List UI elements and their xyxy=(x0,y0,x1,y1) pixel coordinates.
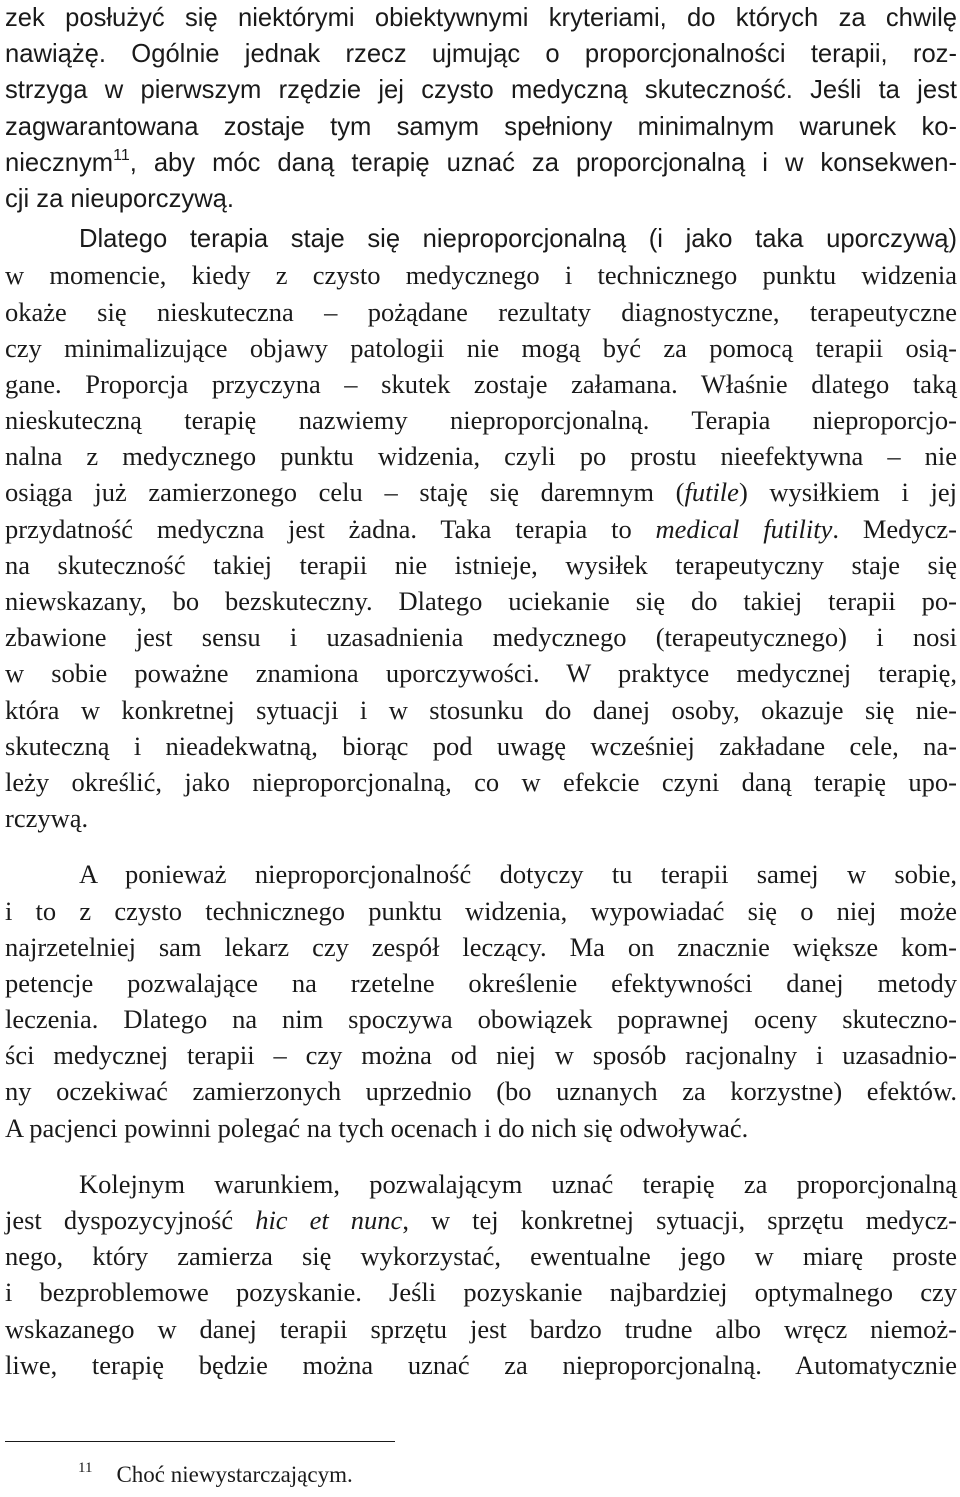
text-line: ny oczekiwać zamierzonych uprzednio (bo uznanych za korzystne) efektów. xyxy=(5,1076,957,1107)
footnote-divider xyxy=(5,1441,395,1442)
text-line: zbawione jest sensu i uzasadnienia medycznego (terapeutycznego) i nosi xyxy=(5,622,957,653)
footnote-text: Choć niewystarczającym. xyxy=(116,1462,353,1487)
footnote-number: 11 xyxy=(78,1460,93,1476)
text-line: i to z czysto technicznego punktu widzenia, wypowiadać się o niej może xyxy=(5,895,957,926)
text-fragment: , aby móc daną terapię uznać za proporcjonalną i w konsekwen- xyxy=(129,148,957,177)
text-line: wskazanego w danej terapii sprzętu jest bardzo trudne albo wręcz niemoż- xyxy=(5,1313,957,1344)
text-line: leży określić, jako nieproporcjonalną, co w efekcie czyni daną terapię upo- xyxy=(5,766,957,797)
italic-term: hic et nunc xyxy=(255,1205,403,1235)
text-line: ści medycznej terapii – czy można od niej w sposób racjonalny i uzasadnio- xyxy=(5,1040,957,1071)
text-line: nieskuteczną terapię nazwiemy nieproporcjonalną. Terapia nieproporcjo- xyxy=(5,405,957,436)
text-line: w sobie poważne znamiona uporczywości. W praktyce medycznej terapię, xyxy=(5,658,957,689)
text-fragment: ) wysiłkiem i jej xyxy=(738,477,957,508)
text-line xyxy=(5,474,957,510)
italic-term: futile xyxy=(684,477,739,508)
text-line: zek posłużyć się niektórymi obiektywnymi kryteriami, do których za chwilę xyxy=(5,4,957,32)
text-fragment: . Medycz- xyxy=(832,513,957,544)
text-line: zagwarantowana zostaje tym samym spełniony minimalnym warunek ko- xyxy=(5,112,957,141)
paragraph-2 xyxy=(5,221,957,257)
text-fragment: osiąga już zamierzonego celu – staję się daremnym ( xyxy=(5,477,685,508)
text-fragment: jest dyspozycyjność xyxy=(5,1205,256,1235)
paragraph-4 xyxy=(5,1166,957,1383)
text-line: strzyga w pierwszym rzędzie jej czysto medyczną skuteczność. Jeśli ta jest xyxy=(5,76,957,105)
text-line: nalna z medycznego punktu widzenia, czyli po prostu nieefektywna – nie xyxy=(5,441,957,472)
text-line xyxy=(5,511,957,547)
footnote-reference: 11 xyxy=(113,146,130,164)
text-line: i bezproblemowe pozyskanie. Jeśli pozyskanie najbardziej optymalnego czy xyxy=(5,1277,957,1308)
italic-term: medical futility xyxy=(655,513,833,544)
paragraph-3 xyxy=(5,856,957,1146)
text-line: skuteczną i nieadekwatną, biorąc pod uwagę wcześniej zakładane cele, na- xyxy=(5,730,957,761)
text-line: okaże się nieskuteczna – pożądane rezultaty diagnostyczne, terapeutyczne xyxy=(5,296,957,327)
text-fragment: , w tej konkretnej sytuacji, sprzętu medycz- xyxy=(402,1205,958,1235)
text-line: najrzetelniej sam lekarz czy zespół leczący. Ma on znacznie większe kom- xyxy=(5,931,957,962)
text-line: A pacjenci powinni polegać na tych ocenach i do nich się odwoływać. xyxy=(5,1112,749,1143)
text-line xyxy=(5,1202,957,1238)
text-line: rczywą. xyxy=(5,803,89,834)
text-fragment: przydatność medyczna jest żadna. Taka terapia to xyxy=(5,513,656,544)
text-line: czy minimalizujące objawy patologii nie mogą być za pomocą terapii osią- xyxy=(5,332,957,363)
text-line: gane. Proporcja przyczyna – skutek zostaje załamana. Właśnie dlatego taką xyxy=(5,368,957,399)
text-line: nawiążę. Ogólnie jednak rzecz ujmując o proporcjonalności terapii, roz- xyxy=(5,40,957,69)
text-line: Dlatego terapia staje się nieproporcjonalną (i jako taka uporczywą) xyxy=(79,225,957,254)
text-line: A ponieważ nieproporcjonalność dotyczy tu terapii samej w sobie, xyxy=(79,859,957,890)
paragraph-1 xyxy=(5,0,957,217)
text-line: leczenia. Dlatego na nim spoczywa obowiązek poprawnej oceny skuteczno- xyxy=(5,1004,957,1035)
text-line: niewskazany, bo bezskuteczny. Dlatego uciekanie się do takiej terapii po- xyxy=(5,586,957,616)
text-line: cji za nieuporczywą. xyxy=(5,184,235,213)
text-line: liwe, terapię będzie można uznać za nieproporcjonalną. Automatycznie xyxy=(5,1349,957,1380)
text-line: Kolejnym warunkiem, pozwalającym uznać terapię za proporcjonalną xyxy=(79,1168,957,1199)
text-line xyxy=(5,145,957,181)
text-line: petencje pozwalające na rzetelne określenie efektywności danej metody xyxy=(5,967,957,998)
text-fragment: niecznym xyxy=(5,148,114,177)
text-line: w momencie, kiedy z czysto medycznego i technicznego punktu widzenia xyxy=(5,260,957,291)
text-line: która w konkretnej sytuacji i w stosunku do danej osoby, okazuje się nie- xyxy=(5,694,957,725)
paragraph-2-body xyxy=(5,257,957,836)
text-line: na skuteczność takiej terapii nie istnieje, wysiłek terapeutyczny staje się xyxy=(5,549,957,580)
footnote xyxy=(78,1460,353,1490)
document-page xyxy=(5,0,957,1383)
text-line: nego, który zamierza się wykorzystać, ewentualne jego w miarę proste xyxy=(5,1241,957,1272)
